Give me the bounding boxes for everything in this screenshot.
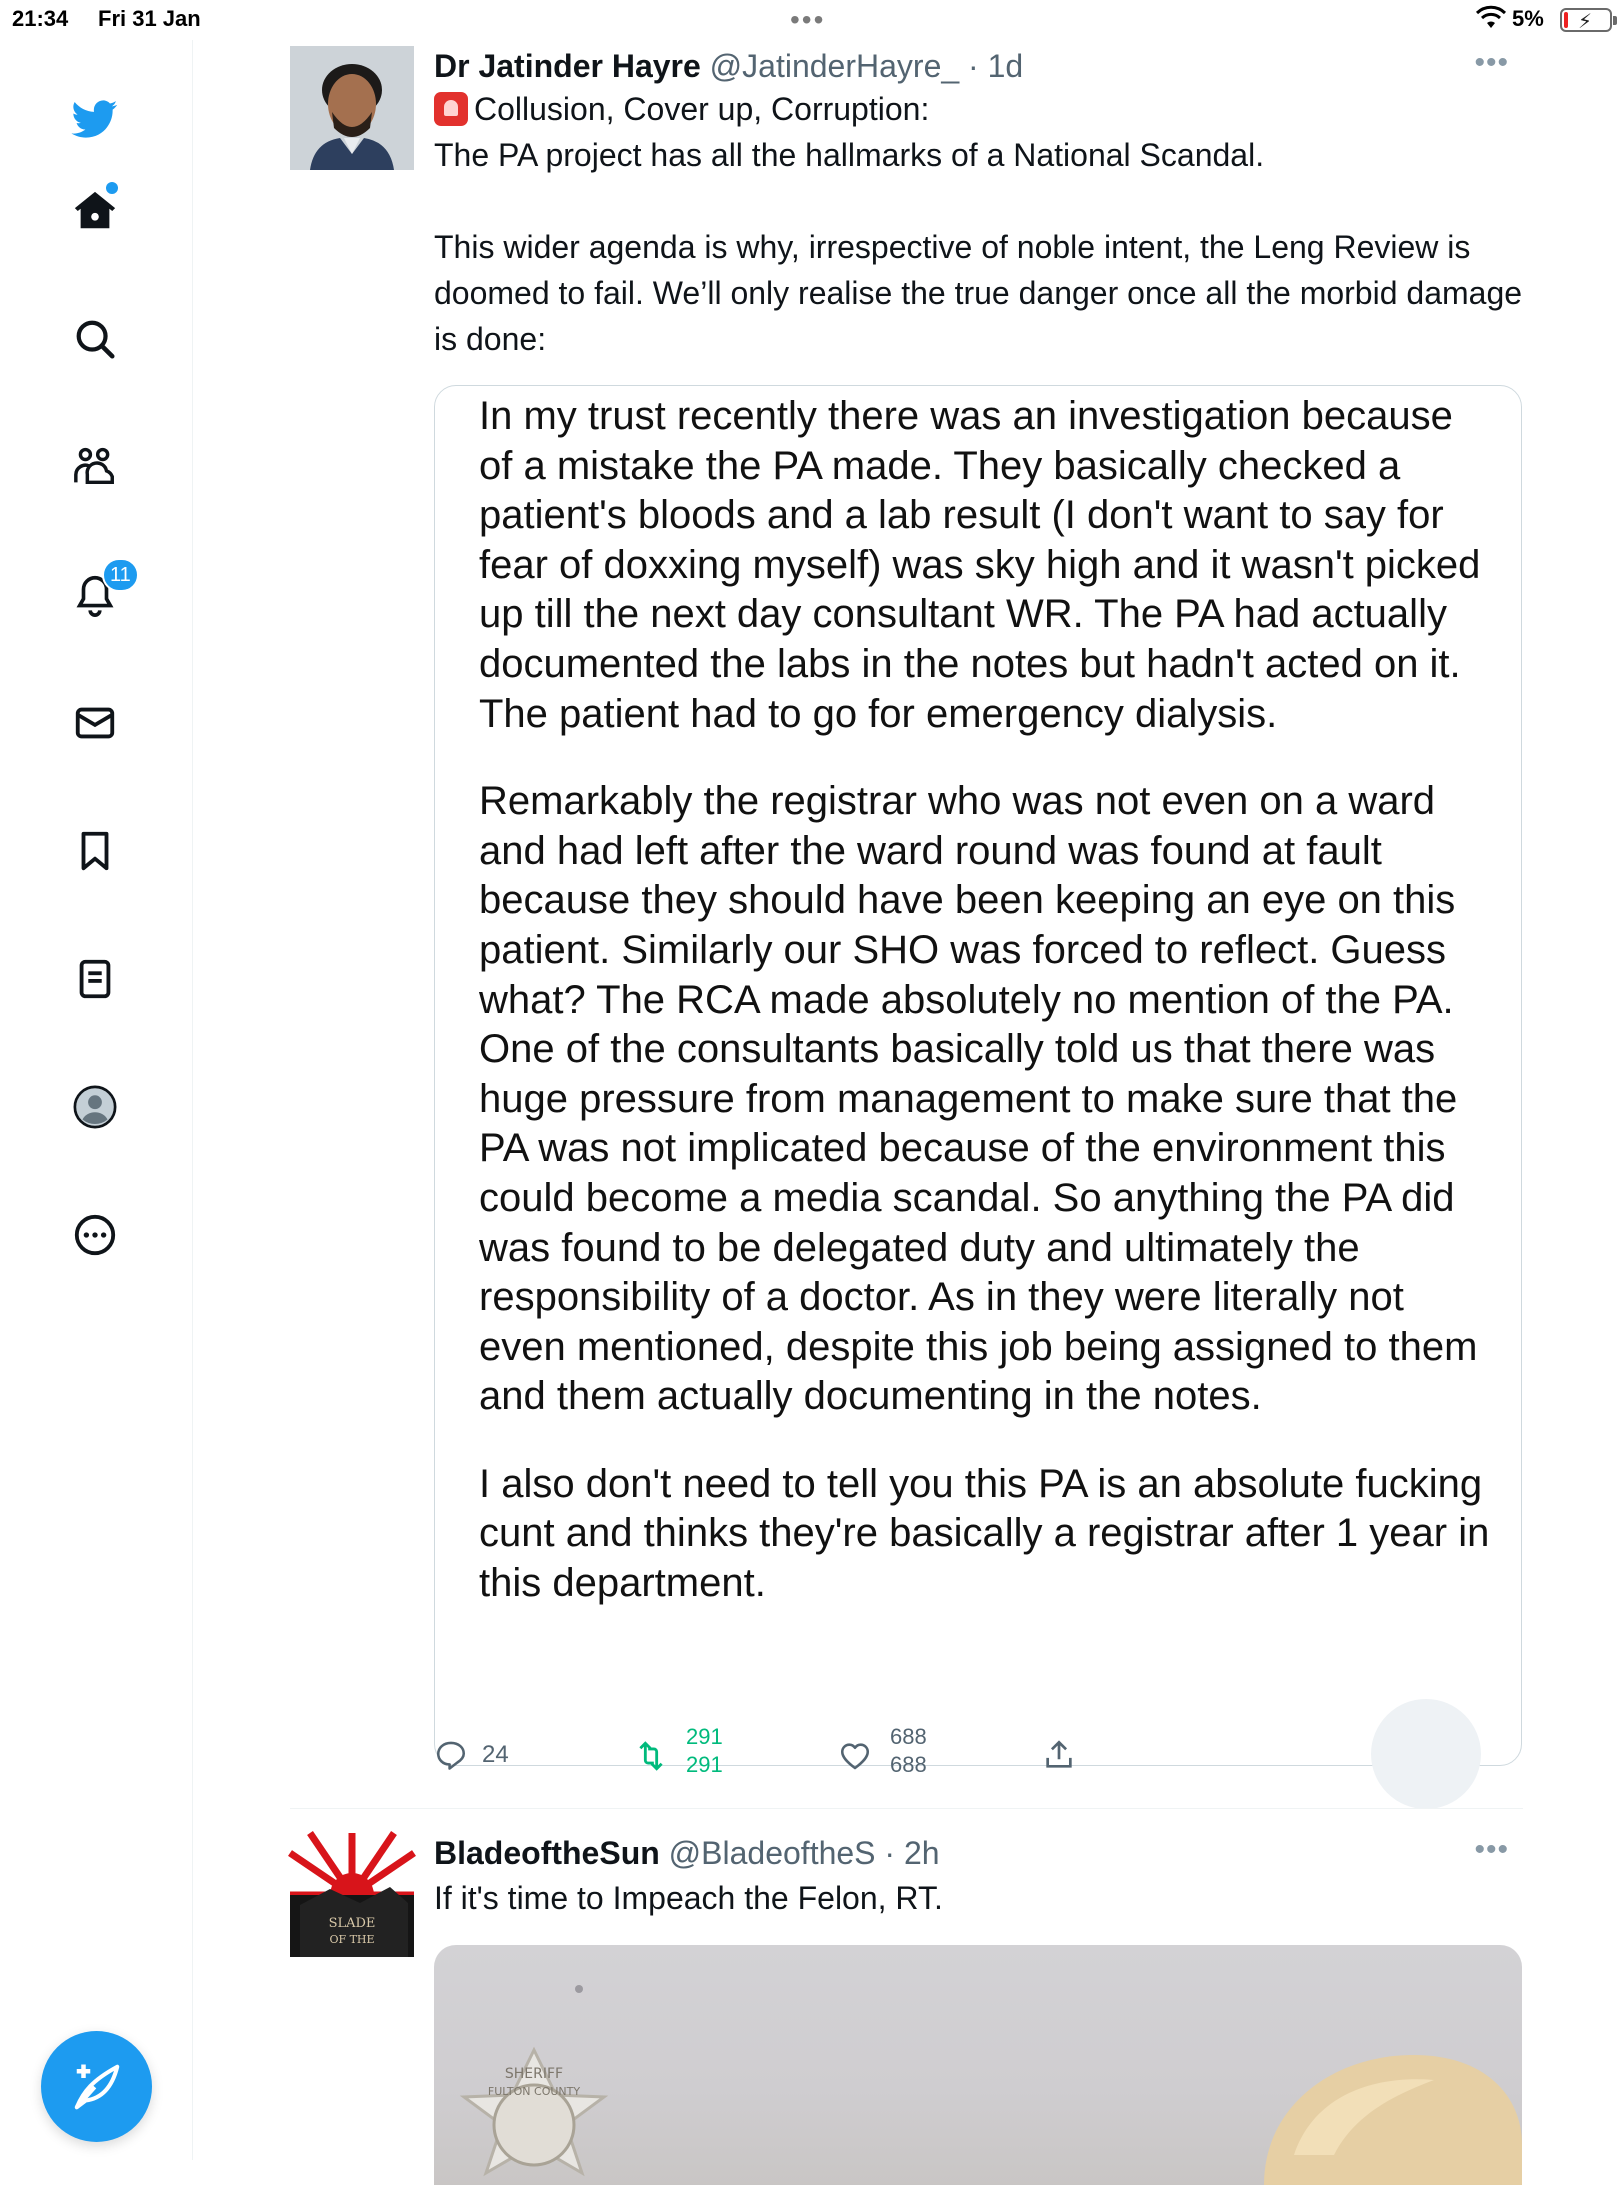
quote-paragraph-3: I also don't need to tell you this PA is an absolute fucking cunt and thinks they're basically a registrar after 1 year in this department. (479, 1461, 1490, 1606)
battery-level (1564, 12, 1568, 28)
tweet-text (434, 86, 1523, 362)
tweet-line1 (434, 86, 1523, 132)
search-icon[interactable] (64, 308, 126, 370)
author-avatar[interactable] (290, 1833, 414, 1957)
status-bar (0, 0, 1620, 40)
like-count-current: 688 (890, 1752, 927, 1777)
home-unread-dot (106, 182, 118, 194)
like-count-previous: 688 (890, 1724, 927, 1749)
retweet-count-current: 291 (686, 1752, 723, 1777)
tweet-text: If it's time to Impeach the Felon, RT. (434, 1880, 943, 1916)
bookmark-icon[interactable] (64, 820, 126, 882)
heart-icon (838, 1739, 872, 1773)
tweet-body (434, 1833, 1523, 1921)
like-count (890, 1724, 950, 1777)
siren-emoji-icon (434, 92, 468, 126)
home-icon[interactable] (64, 180, 126, 242)
badge-subtext: FULTON COUNTY (487, 2085, 581, 2098)
reply-icon (434, 1738, 468, 1772)
quoted-text (435, 386, 1521, 1609)
tweet-body (434, 46, 1523, 362)
battery-percent: 5% (1512, 6, 1544, 31)
retweet-count (686, 1724, 746, 1777)
lists-icon[interactable] (64, 948, 126, 1010)
tweet[interactable] (290, 46, 1523, 1786)
compose-feather-icon (70, 2060, 124, 2114)
like-button[interactable] (838, 1724, 950, 1777)
tweet-actions (434, 1724, 1523, 1778)
more-circle-icon[interactable] (64, 1204, 126, 1266)
multitasking-dots-icon[interactable]: ••• (790, 4, 826, 35)
share-icon (1042, 1738, 1076, 1772)
quoted-image-card[interactable] (434, 385, 1522, 1766)
tweet-media-image[interactable] (434, 1945, 1522, 2185)
tweet-age[interactable]: 1d (987, 48, 1024, 84)
status-date: Fri 31 Jan (98, 6, 201, 31)
quote-paragraph-2: Remarkably the registrar who was not even on a ward and had left after the ward round was found at fault because they should have been keeping an eye on this patient. Similarly our SHO was forced to reflect. Guess what? The RCA made absolutely no mention of the PA. One of the consultants basically told us that there was huge pressure from management to make sure that the PA was not implicated because of the environment this could become a media scandal. So anything the PA did was found to be delegated duty and ultimately the responsibility of a doctor. As in they were literally not even mentioned, despite this job being assigned to them and them actually documenting in the notes. (479, 779, 1478, 1419)
tweet-paragraph2: This wider agenda is why, irrespective of noble intent, the Leng Review is doomed to fail. We’ll only realise the true danger once all the morbid damage is done: (434, 229, 1523, 357)
avatar-logo-subtext: OF THE (329, 1933, 375, 1946)
tweet-header (434, 1833, 1523, 1873)
header-separator: · (959, 48, 988, 84)
retweet-count-previous: 291 (686, 1724, 723, 1749)
compose-tweet-button[interactable] (41, 2031, 152, 2142)
author-handle[interactable]: @BladeoftheS (668, 1835, 876, 1871)
more-options-icon[interactable]: ••• (1474, 1833, 1509, 1866)
tweet-divider (290, 1808, 1523, 1809)
tweet-age[interactable]: 2h (903, 1835, 940, 1871)
tweet-line1-text: Collusion, Cover up, Corruption: (474, 91, 930, 127)
notifications-badge: 11 (102, 558, 139, 592)
twitter-logo-icon[interactable] (64, 88, 126, 150)
tweet-header (434, 46, 1523, 86)
retweet-icon (634, 1739, 668, 1773)
communities-icon[interactable] (64, 436, 126, 498)
avatar-logo-text: SLADE (328, 1916, 376, 1931)
reply-button[interactable] (434, 1738, 509, 1772)
charging-bolt-icon: ⚡ (1578, 11, 1593, 33)
more-options-icon[interactable]: ••• (1474, 46, 1509, 79)
tweet-line2: The PA project has all the hallmarks of a National Scandal. (434, 137, 1265, 173)
share-button[interactable] (1042, 1738, 1076, 1772)
badge-text: SHERIFF (504, 2066, 564, 2082)
status-time: 21:34 (12, 6, 69, 31)
quote-paragraph-1: In my trust recently there was an investigation because of a mistake the PA made. They basically checked a patient's bloods and a lab result (I don't want to say for fear of doxxing myself) was sky high and it wasn't picked up till the next day consultant WR. The PA had actually documented the labs in the notes but hadn't acted on it. The patient had to go for emergency dialysis. (479, 394, 1481, 736)
retweet-button[interactable] (634, 1724, 746, 1777)
header-separator: · (875, 1835, 904, 1871)
notifications-bell-icon[interactable] (64, 563, 131, 626)
reply-count: 24 (482, 1741, 509, 1768)
messages-mail-icon[interactable] (64, 692, 126, 754)
paragraph-gap (434, 178, 1523, 224)
sidebar (0, 40, 193, 2160)
author-avatar[interactable] (290, 46, 414, 170)
battery-icon (1560, 8, 1612, 32)
author-name[interactable]: Dr Jatinder Hayre (434, 48, 701, 84)
profile-avatar-icon[interactable] (64, 1076, 126, 1138)
author-handle[interactable]: @JatinderHayre_ (709, 48, 960, 84)
wifi-icon (1476, 6, 1506, 30)
author-name[interactable]: BladeoftheSun (434, 1835, 660, 1871)
